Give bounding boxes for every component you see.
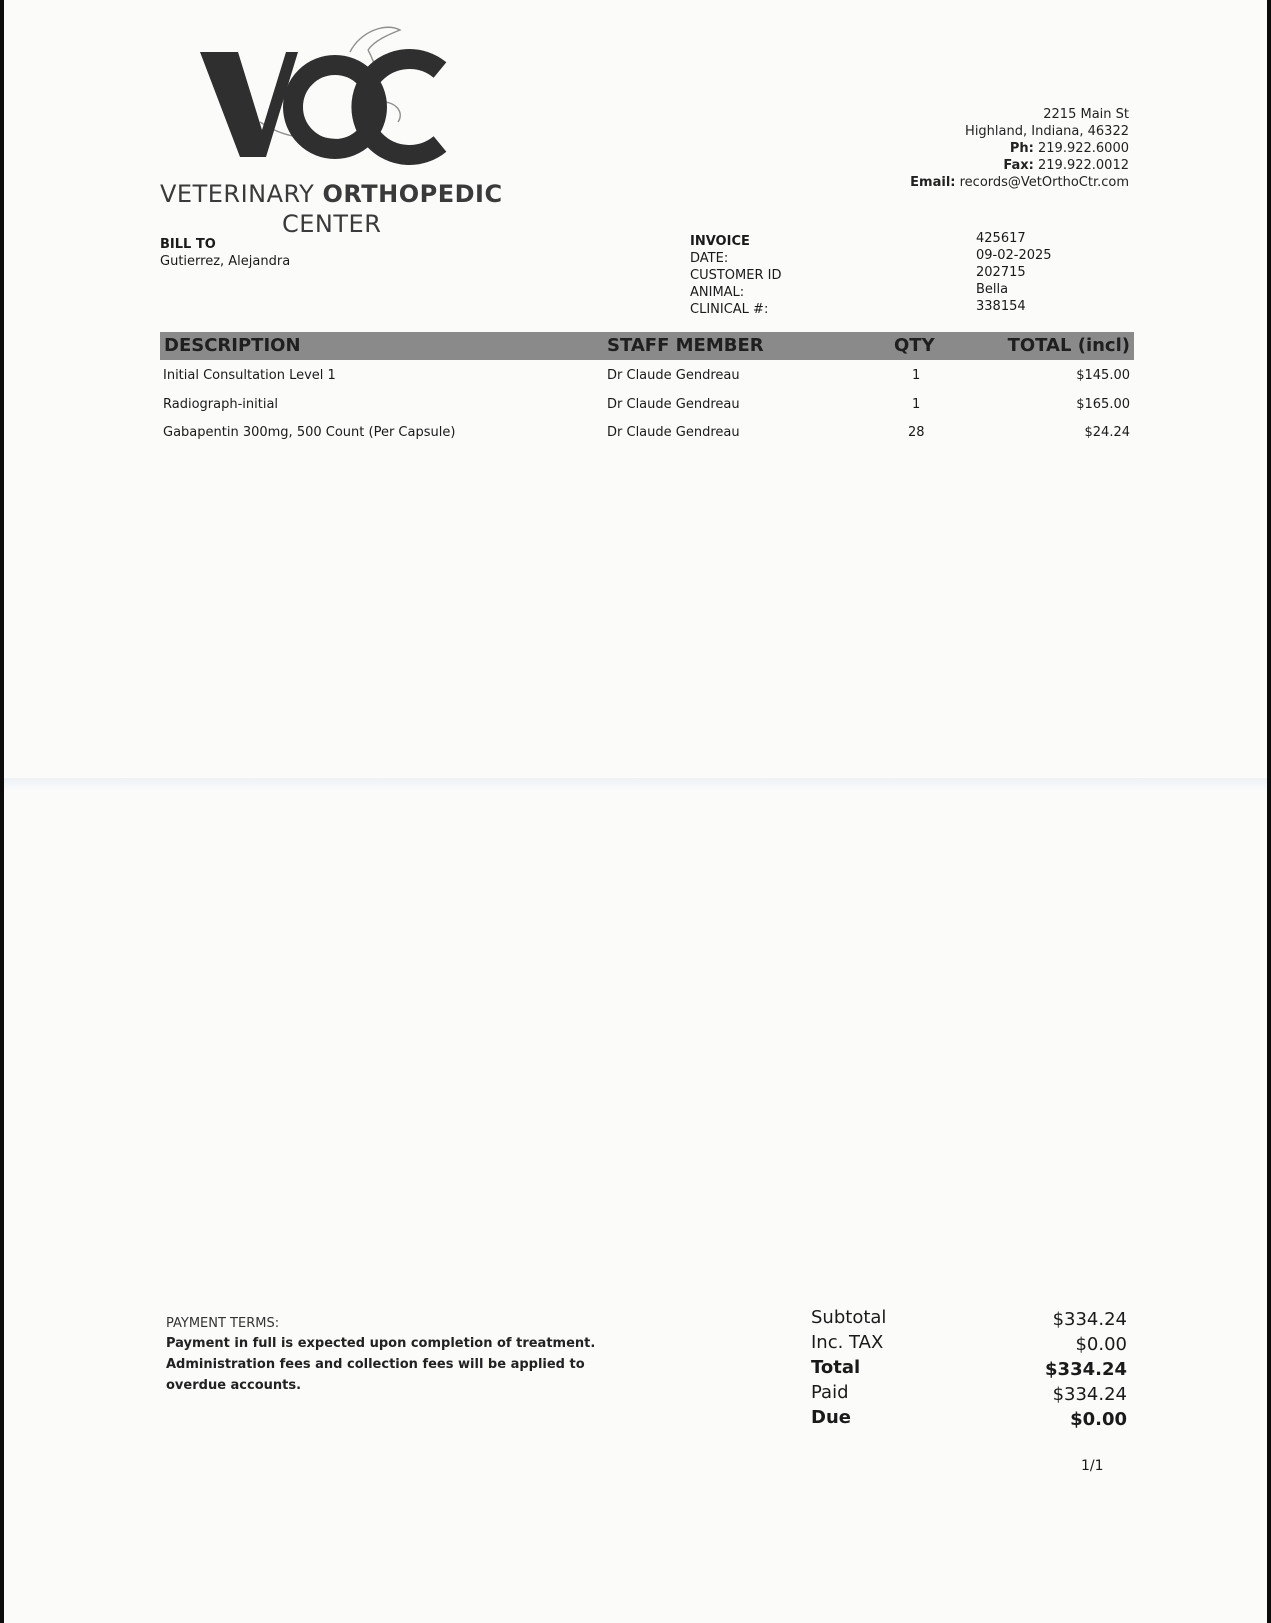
staff-header: STAFF MEMBER: [607, 335, 764, 356]
clinic-fax: Fax: 219.922.0012: [1003, 158, 1129, 173]
table-header: [160, 332, 1134, 360]
clinic-address-block: [910, 106, 1129, 191]
tax-label: Inc. TAX: [811, 1332, 884, 1353]
due-label: Due: [811, 1407, 851, 1428]
table-row: [160, 368, 1134, 390]
row-qty: 1: [912, 397, 921, 412]
bill-to-name: Gutierrez, Alejandra: [160, 254, 291, 269]
qty-header: QTY: [894, 335, 935, 356]
tax-value: $0.00: [1075, 1334, 1127, 1355]
row-description: Radiograph-initial: [163, 397, 279, 412]
totals-values: [1045, 1307, 1127, 1432]
clinic-city: Highland, Indiana, 46322: [965, 124, 1129, 139]
table-row: [160, 425, 1134, 447]
clinic-name-word2: ORTHOPEDIC: [322, 180, 503, 208]
row-staff: Dr Claude Gendreau: [607, 425, 740, 440]
voc-logo: [200, 22, 470, 172]
invoice-number: 425617: [976, 231, 1026, 246]
row-staff: Dr Claude Gendreau: [607, 368, 740, 383]
bill-to-label: BILL TO: [160, 237, 216, 252]
row-staff: Dr Claude Gendreau: [607, 397, 740, 412]
animal-name: Bella: [976, 282, 1009, 297]
invoice-label: INVOICE: [690, 234, 750, 249]
paid-value: $334.24: [1052, 1384, 1127, 1405]
row-qty: 1: [912, 368, 921, 383]
animal-label: ANIMAL:: [690, 285, 745, 300]
row-total: $145.00: [1076, 368, 1130, 383]
date-label: DATE:: [690, 251, 729, 266]
clinic-street: 2215 Main St: [1043, 107, 1129, 122]
row-total: $24.24: [1084, 425, 1130, 440]
paid-label: Paid: [811, 1382, 849, 1403]
customer-id: 202715: [976, 265, 1026, 280]
clinical-number: 338154: [976, 299, 1026, 314]
row-total: $165.00: [1076, 397, 1130, 412]
customer-id-label: CUSTOMER ID: [690, 268, 782, 283]
total-value: $334.24: [1045, 1359, 1127, 1380]
table-row: [160, 397, 1134, 419]
clinic-name-word1: VETERINARY: [160, 180, 315, 208]
total-header: TOTAL (incl): [1007, 335, 1130, 356]
totals-labels: [811, 1305, 886, 1430]
clinic-name-line1: [160, 180, 503, 208]
clinic-phone: Ph: 219.922.6000: [1009, 141, 1129, 156]
invoice-meta-labels: [690, 233, 781, 318]
subtotal-label: Subtotal: [811, 1307, 887, 1328]
clinical-number-label: CLINICAL #:: [690, 302, 769, 317]
clinic-email: Email: records@VetOrthoCtr.com: [910, 175, 1129, 190]
payment-terms-text: Payment in full is expected upon completion of treatment. Administration fees and collection fees will be applied to overdue accounts.: [166, 1336, 596, 1393]
invoice-meta-values: [976, 230, 1052, 315]
row-description: Initial Consultation Level 1: [163, 368, 336, 383]
invoice-date: 09-02-2025: [976, 248, 1052, 263]
description-header: DESCRIPTION: [164, 335, 301, 356]
page-number: 1/1: [1081, 1458, 1104, 1474]
row-qty: 28: [908, 425, 925, 440]
total-label: Total: [811, 1357, 861, 1378]
row-description: Gabapentin 300mg, 500 Count (Per Capsule): [163, 425, 456, 440]
clinic-name-line2: CENTER: [282, 210, 382, 238]
payment-terms-label: PAYMENT TERMS:: [166, 1316, 280, 1331]
subtotal-value: $334.24: [1052, 1309, 1127, 1330]
paper-fold: [4, 778, 1267, 792]
due-value: $0.00: [1070, 1409, 1127, 1430]
